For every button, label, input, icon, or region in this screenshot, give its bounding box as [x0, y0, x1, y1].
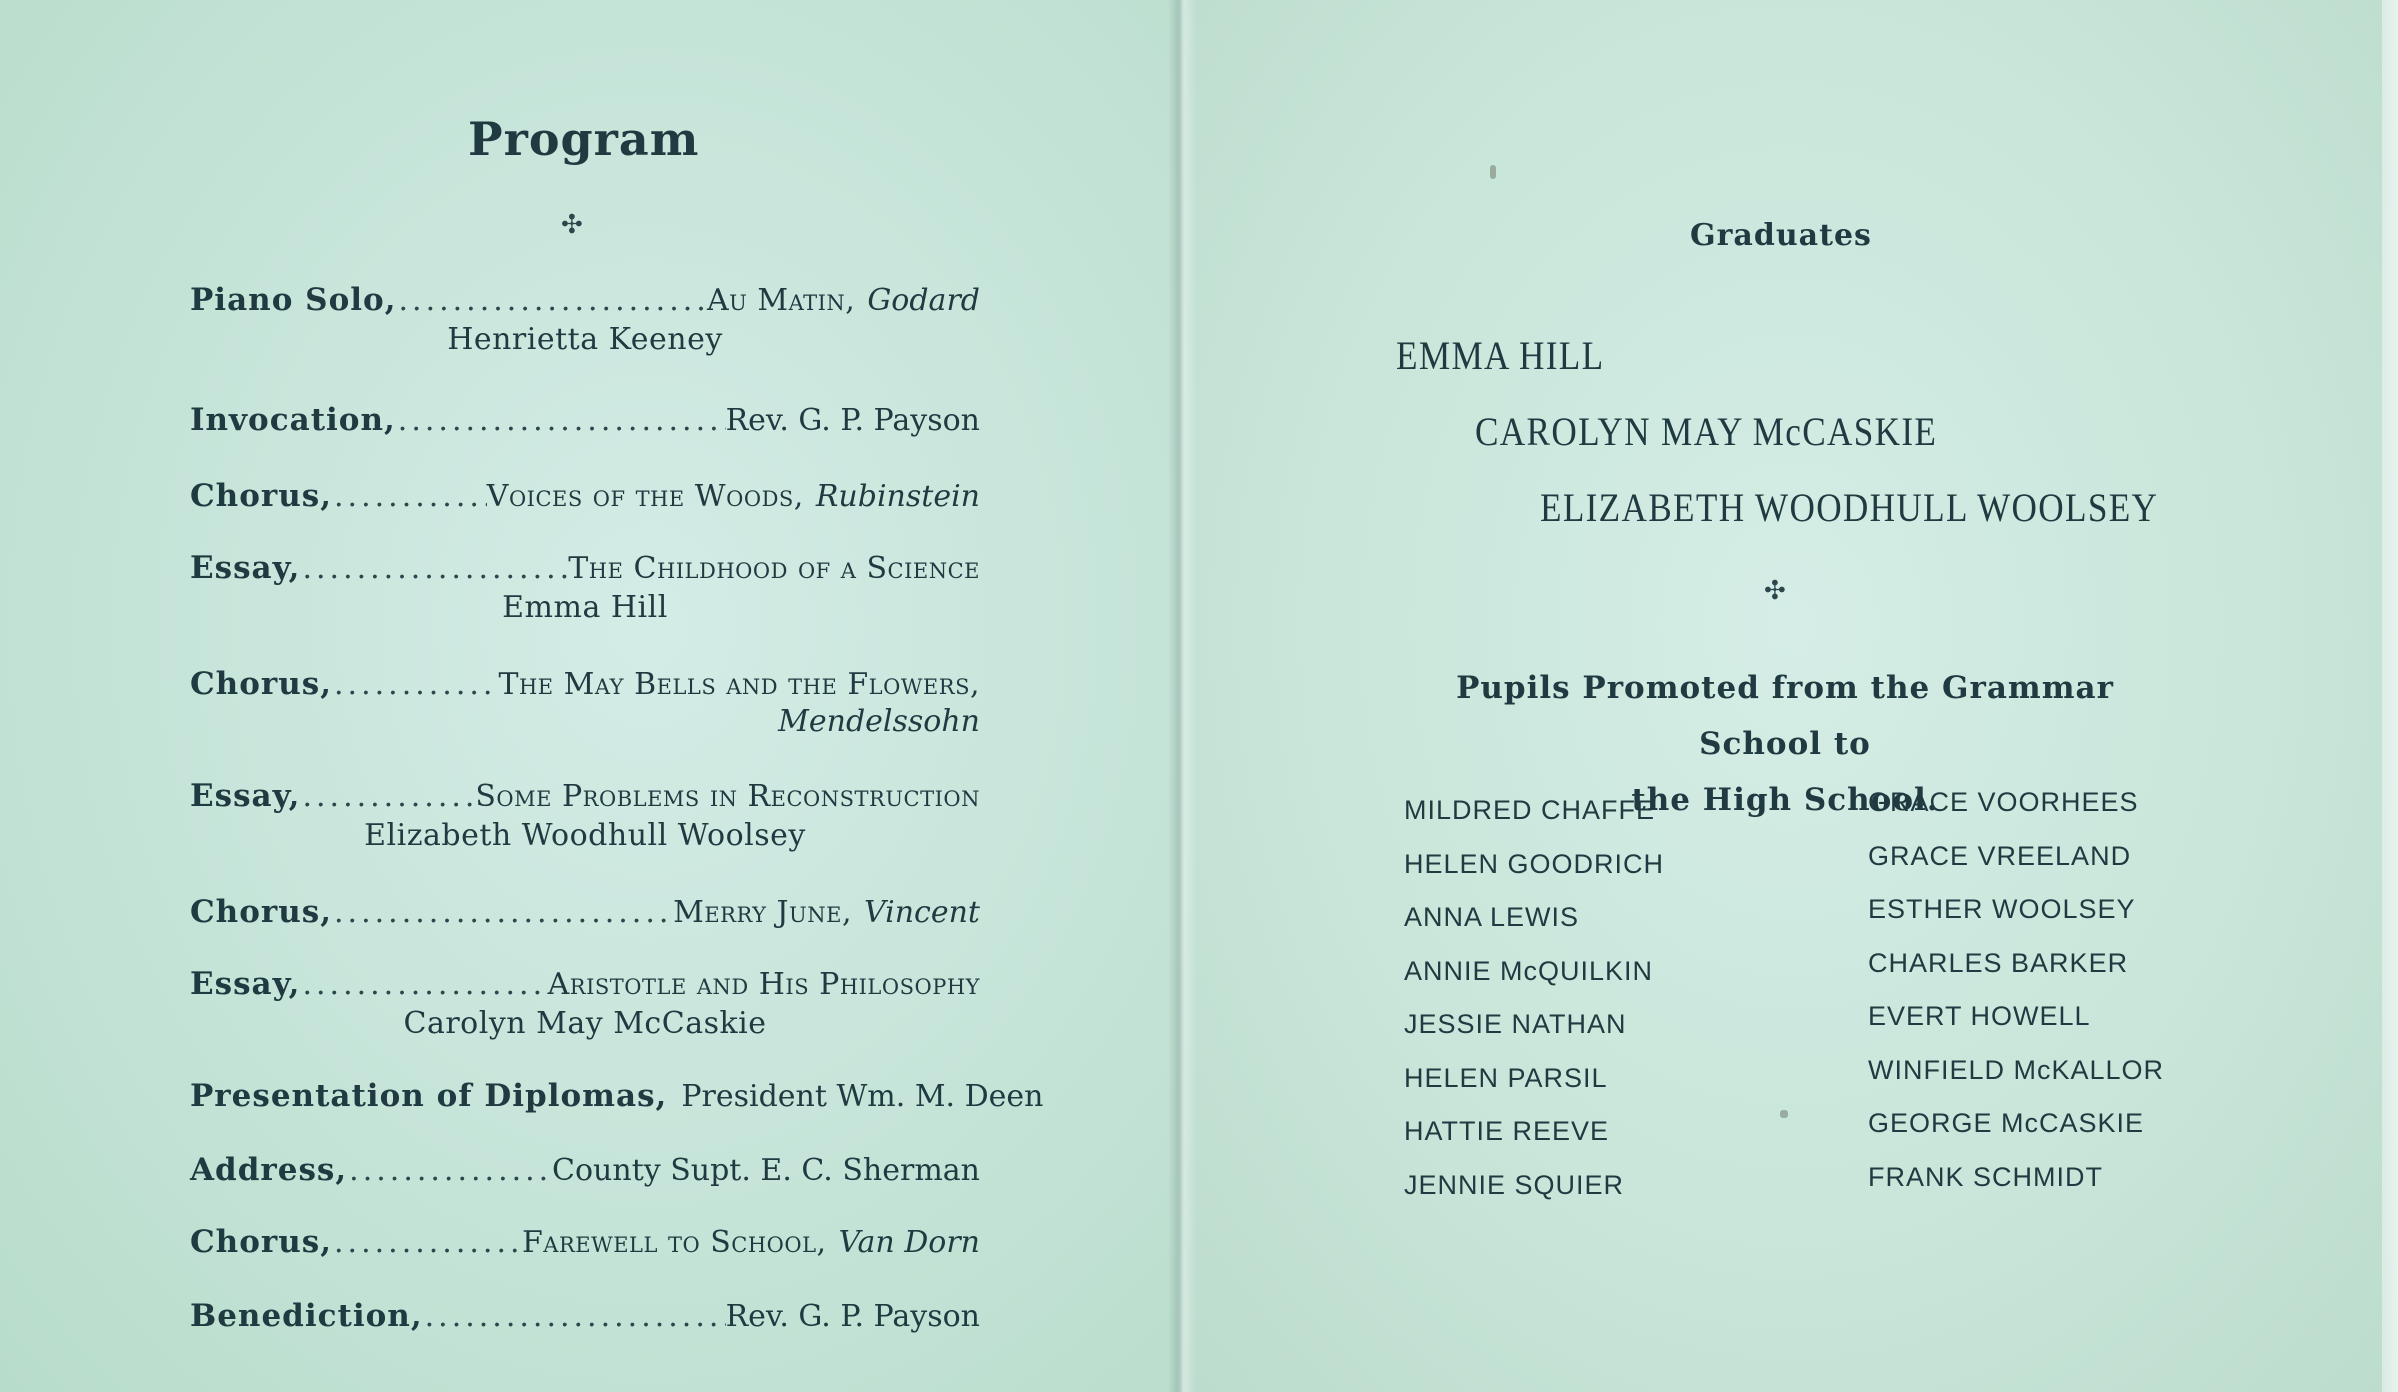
item-composer: Mendelssohn: [778, 704, 980, 739]
item-label: Invocation,: [190, 402, 396, 438]
item-label: Essay,: [190, 550, 301, 586]
program-item: [190, 550, 980, 625]
book-spine: [1168, 0, 1196, 1392]
pupil-name: GRACE VREELAND: [1868, 840, 2132, 871]
item-title: Merry June,: [673, 895, 852, 930]
item-performer: Emma Hill: [502, 590, 668, 625]
pupil-name: EVERT HOWELL: [1868, 1001, 2091, 1031]
item-title: County Supt. E. C. Sherman: [552, 1153, 980, 1188]
paper-speck: [1490, 165, 1496, 179]
pupil-name: ANNIE McQUILKIN: [1404, 955, 1654, 986]
graduate-name: CAROLYN MAY McCASKIE: [1475, 409, 1938, 454]
leader-dots: [332, 1225, 522, 1260]
item-label: Chorus,: [190, 894, 333, 930]
item-performer: Elizabeth Woodhull Woolsey: [364, 818, 806, 853]
item-label: Presentation of Diplomas,: [190, 1078, 668, 1114]
item-label: Chorus,: [190, 478, 333, 514]
item-performer: Carolyn May McCaskie: [403, 1006, 767, 1041]
item-title: The Childhood of a Science: [568, 551, 980, 586]
leader-dots: [332, 667, 498, 702]
pupil-name: HATTIE REEVE: [1404, 1116, 1610, 1146]
leader-dots: [332, 479, 487, 514]
pupil-name: MILDRED CHAFFE: [1404, 795, 1656, 825]
item-title: Some Problems in Reconstruction: [475, 779, 980, 814]
program-item: [190, 966, 980, 1041]
pupil-name: CHARLES BARKER: [1868, 947, 2129, 978]
pupil-name: JENNIE SQUIER: [1404, 1169, 1625, 1200]
item-label: Essay,: [190, 778, 301, 814]
program-item: [190, 778, 980, 853]
program-item: [190, 1298, 980, 1334]
pupil-name: GRACE VOORHEES: [1868, 787, 2139, 817]
pupil-name: HELEN PARSIL: [1404, 1062, 1608, 1093]
item-composer: Vincent: [864, 895, 980, 930]
leader-dots: [396, 403, 726, 438]
item-performer: Henrietta Keeney: [447, 322, 723, 357]
graduates-heading: Graduates: [1690, 218, 1872, 253]
paper-speck: [1780, 1110, 1788, 1118]
graduate-name: ELIZABETH WOODHULL WOOLSEY: [1540, 485, 2159, 530]
program-item: [190, 1224, 980, 1260]
program-title: Program: [468, 112, 700, 166]
page-edge: [2382, 0, 2398, 1392]
program-item: [190, 894, 980, 930]
item-title: Rev. G. P. Payson: [725, 403, 980, 438]
promoted-left-column: [1404, 784, 1764, 1212]
leader-dots: [347, 1153, 552, 1188]
item-title: Rev. G. P. Payson: [725, 1299, 980, 1334]
leader-dots: [332, 895, 673, 930]
item-composer: Godard: [867, 283, 980, 318]
promoted-heading-line1: Pupils Promoted from the Grammar School to: [1456, 670, 2114, 762]
leader-dots: [423, 1299, 726, 1334]
pupil-name: FRANK SCHMIDT: [1868, 1161, 2103, 1192]
item-composer: Van Dorn: [838, 1225, 980, 1260]
program-item: [190, 666, 980, 739]
program-item: [190, 1152, 980, 1188]
program-item: [190, 402, 980, 438]
item-label: Benediction,: [190, 1298, 423, 1334]
leader-dots: [397, 283, 707, 318]
graduate-name: EMMA HILL: [1396, 333, 1605, 378]
leader-dots: [300, 779, 475, 814]
program-ornament: ✣: [561, 210, 583, 240]
item-label: Essay,: [190, 966, 301, 1002]
promoted-heading-line2: the High School.: [1631, 782, 1939, 818]
leader-dots: [300, 551, 568, 586]
item-title: Farewell to School,: [521, 1225, 827, 1260]
pupil-name: JESSIE NATHAN: [1404, 1009, 1627, 1039]
item-title: Au Matin,: [706, 283, 856, 318]
program-item: [190, 282, 980, 357]
item-title: President Wm. M. Deen: [681, 1079, 1044, 1114]
item-title: Voices of the Woods,: [486, 479, 804, 514]
item-title: The May Bells and the Flowers,: [498, 667, 980, 702]
pupil-name: GEORGE McCASKIE: [1868, 1108, 2145, 1138]
pupil-name: ESTHER WOOLSEY: [1868, 894, 2136, 924]
program-item: [190, 478, 980, 514]
item-label: Chorus,: [190, 1224, 333, 1260]
item-label: Chorus,: [190, 666, 333, 702]
item-composer: Rubinstein: [815, 479, 980, 514]
graduates-ornament: ✣: [1764, 576, 1786, 606]
item-title: Aristotle and His Philosophy: [547, 967, 980, 1002]
item-label: Address,: [190, 1152, 348, 1188]
pupil-name: ANNA LEWIS: [1404, 902, 1580, 932]
pupil-name: HELEN GOODRICH: [1404, 848, 1665, 879]
promoted-right-column: [1868, 776, 2228, 1204]
pupil-name: WINFIELD McKALLOR: [1868, 1054, 2165, 1085]
program-item: [190, 1078, 1044, 1114]
leader-dots: [300, 967, 547, 1002]
item-label: Piano Solo,: [190, 282, 397, 318]
